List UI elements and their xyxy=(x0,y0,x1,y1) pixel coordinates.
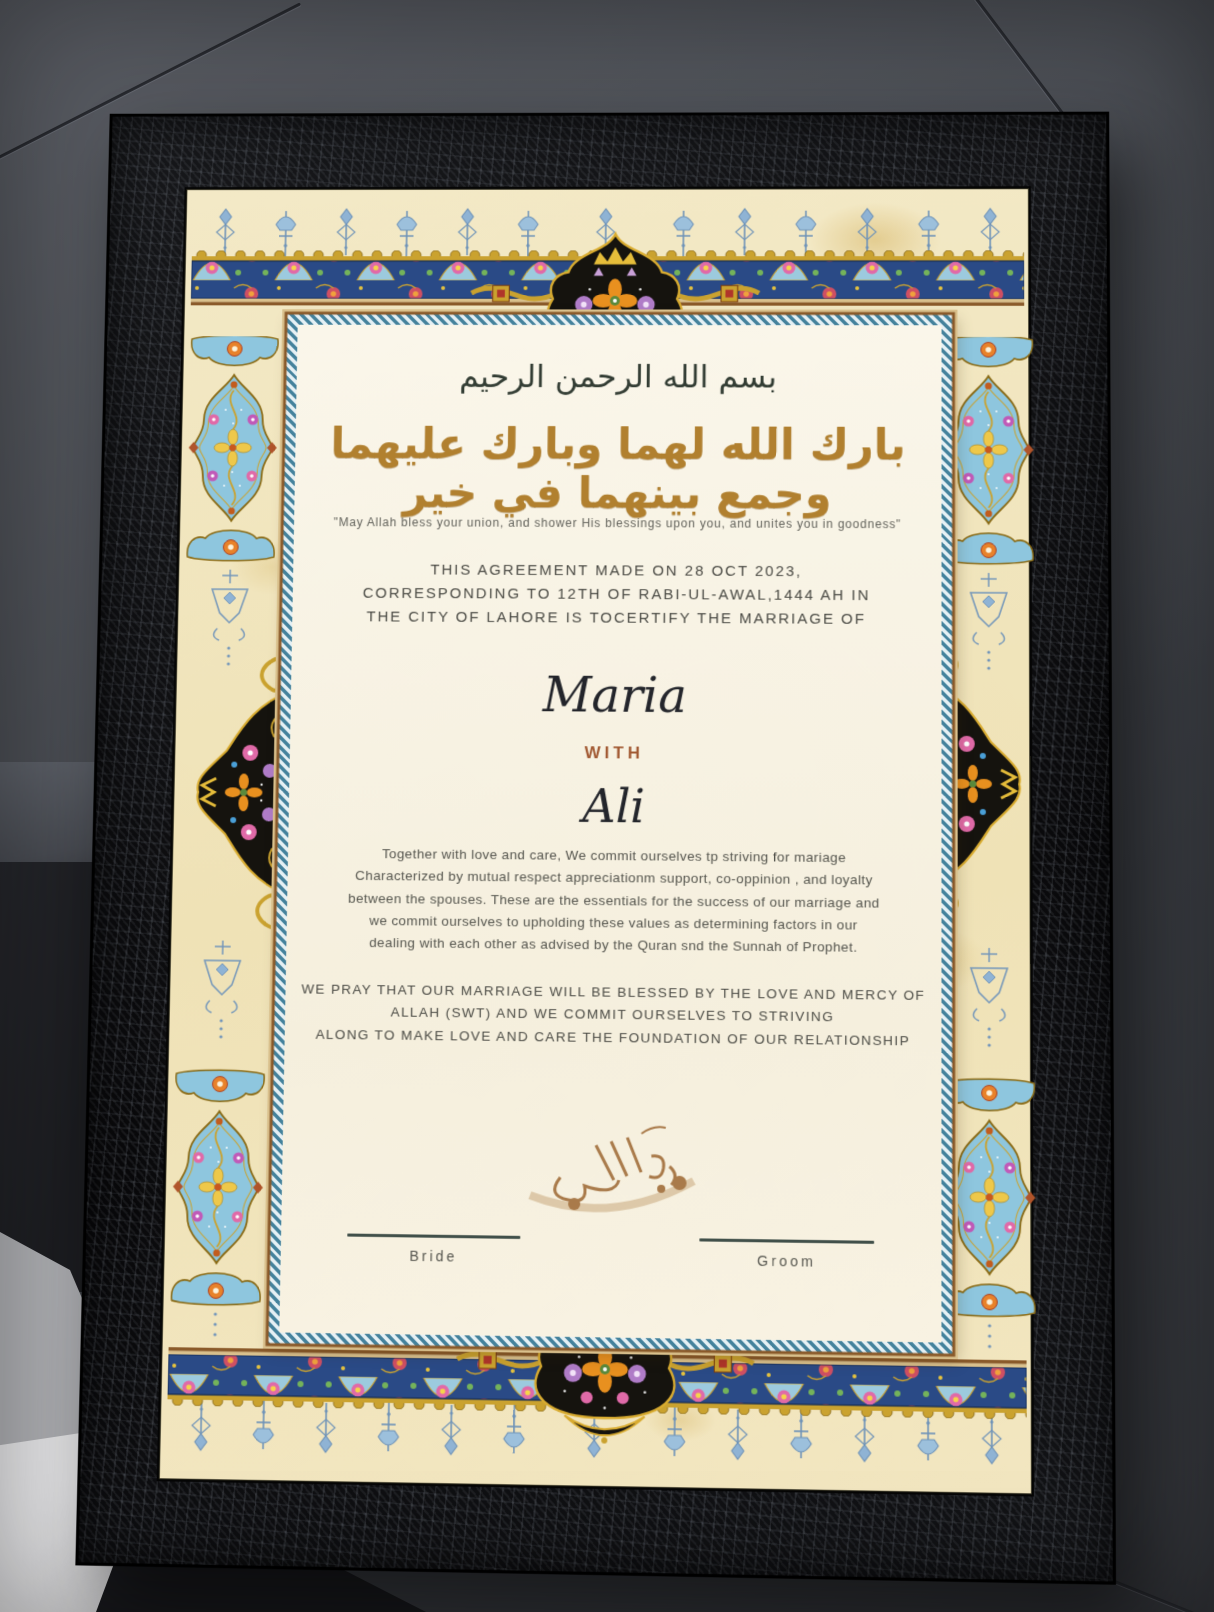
calligraphy-flourish-signature xyxy=(499,1114,722,1229)
prayer-line: ALONG TO MAKE LOVE AND CARE THE FOUNDATION OF OUR RELATIONSHIP xyxy=(315,1026,911,1048)
commitment-paragraph xyxy=(286,842,941,960)
agreement-line: THE CITY OF LAHORE IS TOCERTIFY THE MARRIAGE OF xyxy=(366,608,867,628)
groom-signature-line xyxy=(699,1238,874,1243)
bismillah-calligraphy: بسم الله الرحمن الرحيم xyxy=(458,357,777,396)
commitment-line: between the spouses. These are the essentials for the success of our marriage and xyxy=(347,890,880,911)
commitment-line: Characterized by mutual respect appreciationm support, co-oppinion , and loyalty xyxy=(355,868,873,888)
blessing-calligraphy: بارك الله لهما وبارك عليهما وجمع بينهما في خير xyxy=(330,419,906,520)
bride-signature-block xyxy=(347,1234,521,1265)
prayer-line: ALLAH (SWT) AND WE COMMIT OURSELVES TO STRIVING xyxy=(390,1004,835,1025)
certificate-sheet xyxy=(267,313,954,1355)
agreement-line: CORRESPONDING TO 12TH OF RABI-UL-AWAL,1444 AH IN xyxy=(362,584,871,605)
certificate-frame xyxy=(76,113,1115,1584)
commitment-line: we commit ourselves to upholding these values as determining factors in our xyxy=(369,912,858,933)
certificate-body xyxy=(279,325,941,1343)
groom-signature-block xyxy=(699,1238,874,1270)
signature-row xyxy=(281,1233,942,1271)
conjunction-with: WITH xyxy=(584,743,644,763)
couch-seam xyxy=(955,0,1072,124)
agreement-line: THIS AGREEMENT MADE ON 28 OCT 2023, xyxy=(430,561,803,581)
prayer-line: WE PRAY THAT OUR MARRIAGE WILL BE BLESSED BY THE LOVE AND MERCY OF xyxy=(301,981,926,1003)
bride-name: Maria xyxy=(542,667,688,725)
parchment-mat xyxy=(159,188,1032,1494)
commitment-line: Together with love and care, We commit ourselves tp striving for mariage xyxy=(381,846,847,866)
agreement-statement xyxy=(292,558,941,632)
bride-signature-line xyxy=(347,1234,520,1239)
groom-label: Groom xyxy=(757,1251,816,1270)
commitment-line: dealing with each other as advised by the Quran snd the Sunnah of Prophet. xyxy=(369,935,858,955)
groom-name: Ali xyxy=(582,779,646,834)
blessing-translation: "May Allah bless your union, and shower His blessings upon you, and unites you in goodness" xyxy=(333,515,902,532)
bride-label: Bride xyxy=(409,1247,458,1265)
prayer-statement xyxy=(285,978,942,1052)
